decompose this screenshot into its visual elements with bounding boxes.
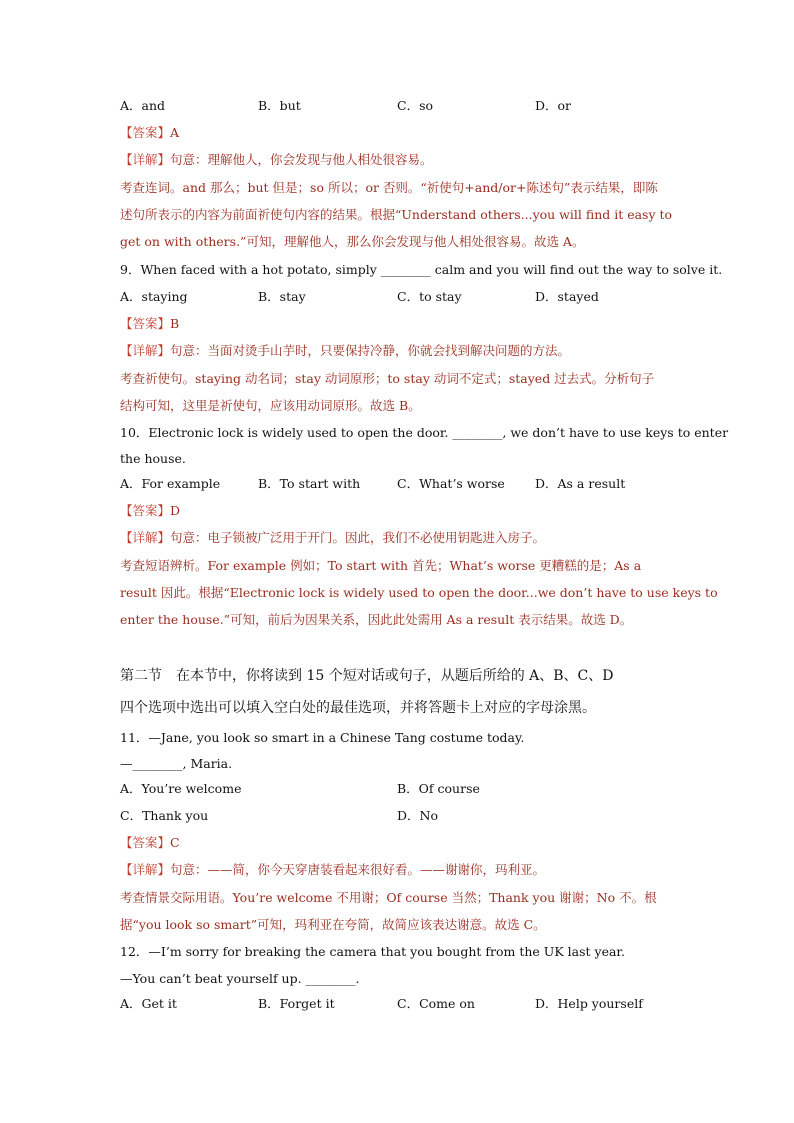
detail-tag: 【详解】 (120, 152, 171, 167)
q10-analysis-line-2: result 因此。根据“Electronic lock is widely used to open the door...we don’t have to use keys to (120, 585, 718, 600)
q8-option-d: D．or (535, 98, 572, 113)
q10-answer (120, 503, 680, 519)
q11-answer (120, 835, 680, 851)
q12-option-c: C．Come on (397, 996, 475, 1011)
answer-value: C (170, 835, 180, 850)
q12-question-line-2: —You can’t beat yourself up. ________. (120, 971, 360, 986)
q11-question-line-2: —________, Maria. (120, 756, 233, 771)
q11-analysis-line-1: 考查情景交际用语。You’re welcome 不用谢；Of course 当然；Thank you 谢谢；No 不。根 (120, 890, 657, 905)
q10-question-line-2: the house. (120, 451, 186, 466)
q11-option-c: C．Thank you (120, 808, 209, 823)
q11-detail (120, 862, 680, 878)
detail-tag: 【详解】 (120, 862, 171, 877)
q11-analysis-line-2: 据“you look so smart”可知，玛利亚在夸简，故简应该表达谢意。故选 C。 (120, 917, 546, 932)
detail-tag: 【详解】 (120, 343, 171, 358)
q10-analysis-line-3: enter the house.”可知，前后为因果关系，因此此处需用 As a result 表示结果。故选 D。 (120, 612, 633, 627)
q9-analysis-line-1: 考查祈使句。staying 动名词；stay 动词原形；to stay 动词不定式；stayed 过去式。分析句子 (120, 371, 655, 386)
section-heading-line-1: 第二节 在本节中，你将读到 15 个短对话或句子，从题后所给的 A、B、C、D (120, 668, 614, 684)
q12-option-a: A．Get it (120, 996, 177, 1011)
detail-text: 句意：理解他人，你会发现与他人相处很容易。 (170, 152, 433, 167)
q11-option-d: D．No (397, 808, 438, 823)
q9-option-a: A．staying (120, 289, 188, 304)
q10-analysis-line-1: 考查短语辨析。For example 例如；To start with 首先；What’s worse 更糟糕的是；As a (120, 558, 642, 573)
detail-text: 句意：电子锁被广泛用于开门。因此，我们不必使用钥匙进入房子。 (170, 530, 546, 545)
answer-value: A (170, 125, 180, 140)
answer-tag: 【答案】 (120, 316, 171, 331)
q8-analysis-line-1: 考查连词。and 那么；but 但是；so 所以；or 否则。“祈使句+and/or+陈述句”表示结果，即陈 (120, 180, 658, 195)
q11-option-b: B．Of course (397, 781, 480, 796)
q10-question-line-1: 10．Electronic lock is widely used to open the door. ________, we don’t have to use keys to enter (120, 425, 729, 440)
q12-option-d: D．Help yourself (535, 996, 643, 1011)
answer-tag: 【答案】 (120, 125, 171, 140)
q8-option-a: A．and (120, 98, 166, 113)
detail-text: 句意：——简，你今天穿唐装看起来很好看。——谢谢你，玛利亚。 (170, 862, 546, 877)
q12-question-line-1: 12．—I’m sorry for breaking the camera that you bought from the UK last year. (120, 944, 625, 959)
detail-text: 句意：当面对烫手山芋时，只要保持冷静，你就会找到解决问题的方法。 (170, 343, 571, 358)
q11-option-a: A．You’re welcome (120, 781, 242, 796)
answer-tag: 【答案】 (120, 835, 171, 850)
q8-analysis-line-3: get on with others.”可知，理解他人，那么你会发现与他人相处很容易。故选 A。 (120, 234, 585, 249)
q8-detail (120, 152, 680, 168)
answer-tag: 【答案】 (120, 503, 171, 518)
section-heading-line-2: 四个选项中选出可以填入空白处的最佳选项，并将答题卡上对应的字母涂黑。 (120, 700, 596, 716)
answer-value: B (170, 316, 180, 331)
q12-option-b: B．Forget it (258, 996, 335, 1011)
q10-option-c: C．What’s worse (397, 476, 505, 491)
q8-analysis-line-2: 述句所表示的内容为前面祈使句内容的结果。根据“Understand others...you will find it easy to (120, 207, 673, 222)
q11-question-line-1: 11．—Jane, you look so smart in a Chinese Tang costume today. (120, 730, 525, 745)
q10-option-b: B．To start with (258, 476, 361, 491)
q8-option-c: C．so (397, 98, 434, 113)
q9-answer (120, 316, 680, 332)
answer-value: D (170, 503, 181, 518)
q9-detail (120, 343, 680, 359)
q8-answer (120, 125, 680, 141)
q9-question: 9．When faced with a hot potato, simply ________ calm and you will find out the way to solve it. (120, 262, 723, 277)
q9-option-c: C．to stay (397, 289, 462, 304)
q10-option-a: A．For example (120, 476, 221, 491)
q8-option-b: B．but (258, 98, 301, 113)
q10-option-d: D．As a result (535, 476, 626, 491)
detail-tag: 【详解】 (120, 530, 171, 545)
q9-option-d: D．stayed (535, 289, 599, 304)
q9-analysis-line-2: 结构可知，这里是祈使句，应该用动词原形。故选 B。 (120, 398, 421, 413)
q9-option-b: B．stay (258, 289, 306, 304)
q10-detail (120, 530, 680, 546)
